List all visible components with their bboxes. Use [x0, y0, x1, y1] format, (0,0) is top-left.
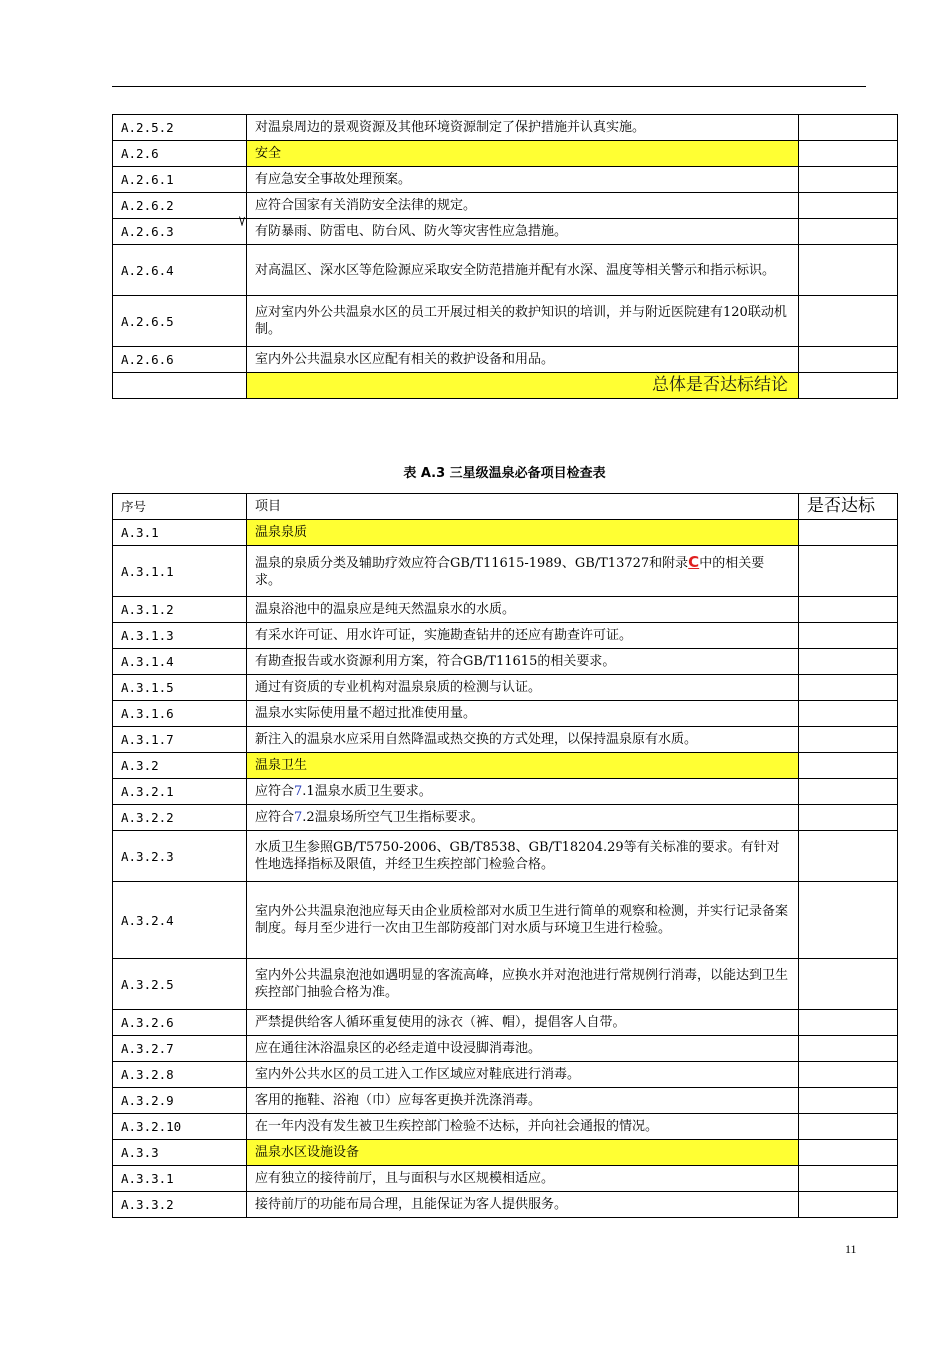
- row-item: 室内外公共水区的员工进入工作区域应对鞋底进行消毒。: [247, 1062, 799, 1088]
- row-item: 温泉泉质: [247, 520, 799, 546]
- row-code: A.3.2.5: [113, 959, 247, 1010]
- table-row: [113, 882, 898, 959]
- row-code: A.3.2.7: [113, 1036, 247, 1062]
- verdict-label: 总体是否达标结论: [247, 373, 799, 399]
- table-a2-body: [113, 115, 898, 399]
- row-item: 室内外公共温泉泡池应每天由企业质检部对水质卫生进行简单的观察和检测，并实行记录备案制度。每月至少进行一次由卫生部防疫部门对水质与环境卫生进行检验。: [247, 882, 799, 959]
- row-item: 室内外公共温泉泡池如遇明显的客流高峰，应换水并对泡池进行常规例行消毒，以能达到卫生疾控部门抽验合格为准。: [247, 959, 799, 1010]
- table-row: [113, 245, 898, 296]
- row-code: A.3.1.5: [113, 675, 247, 701]
- table-row: [113, 1166, 898, 1192]
- row-compliance-cell: [799, 779, 898, 805]
- row-code: A.2.6.2: [113, 193, 247, 219]
- row-item: 严禁提供给客人循环重复使用的泳衣（裤、帽），提倡客人自带。: [247, 1010, 799, 1036]
- item-text: 应符合: [255, 784, 295, 799]
- row-item: 有应急安全事故处理预案。: [247, 167, 799, 193]
- table-row: [113, 753, 898, 779]
- row-compliance-cell: [799, 1010, 898, 1036]
- row-item: 对温泉周边的景观资源及其他环境资源制定了保护措施并认真实施。: [247, 115, 799, 141]
- verdict-row: [113, 373, 898, 399]
- row-compliance-cell: [799, 546, 898, 597]
- table-row: [113, 347, 898, 373]
- row-item: 应符合国家有关消防安全法律的规定。: [247, 193, 799, 219]
- row-compliance-cell: [799, 1140, 898, 1166]
- row-code: A.3.1.2: [113, 597, 247, 623]
- row-compliance-cell: [799, 1036, 898, 1062]
- row-compliance-cell: [799, 193, 898, 219]
- item-text: 中的相关要求。: [255, 555, 765, 588]
- table-row: [113, 805, 898, 831]
- table-header-row: [113, 494, 898, 520]
- row-item: 有勘查报告或水资源利用方案，符合GB/T11615的相关要求。: [247, 649, 799, 675]
- row-compliance-cell: [799, 701, 898, 727]
- row-compliance-cell: [799, 805, 898, 831]
- row-compliance-cell: [799, 623, 898, 649]
- item-text: 温泉的泉质分类及辅助疗效应符合GB/T11615-1989、GB/T13727和附录: [255, 555, 689, 571]
- row-compliance-cell: [799, 1088, 898, 1114]
- header-mark: 是否达标: [799, 494, 898, 520]
- table-row: [113, 193, 898, 219]
- row-code: A.3.2.3: [113, 831, 247, 882]
- table-row: [113, 649, 898, 675]
- row-item: 新注入的温泉水应采用自然降温或热交换的方式处理，以保持温泉原有水质。: [247, 727, 799, 753]
- table-row: [113, 1010, 898, 1036]
- row-item: 应在通往沐浴温泉区的必经走道中设浸脚消毒池。: [247, 1036, 799, 1062]
- row-item: 温泉水实际使用量不超过批准使用量。: [247, 701, 799, 727]
- table-row: [113, 1192, 898, 1218]
- table-row: [113, 727, 898, 753]
- row-compliance-cell: [799, 1166, 898, 1192]
- row-item: 温泉水区设施设备: [247, 1140, 799, 1166]
- row-code: A.3.1.3: [113, 623, 247, 649]
- header-code: 序号: [113, 494, 247, 520]
- row-compliance-cell: [799, 115, 898, 141]
- row-code: A.2.6.5: [113, 296, 247, 347]
- table-row: [113, 959, 898, 1010]
- row-item: 应有独立的接待前厅，且与面积与水区规模相适应。: [247, 1166, 799, 1192]
- row-item: 接待前厅的功能布局合理，且能保证为客人提供服务。: [247, 1192, 799, 1218]
- stray-tick-mark: [239, 216, 245, 226]
- row-code: A.3.1: [113, 520, 247, 546]
- row-compliance-cell: [799, 959, 898, 1010]
- header-rule: [112, 86, 866, 87]
- row-code: A.3.2.1: [113, 779, 247, 805]
- header-item: 项目: [247, 494, 799, 520]
- row-compliance-cell: [799, 882, 898, 959]
- table-row: [113, 1036, 898, 1062]
- row-item: 客用的拖鞋、浴袍（巾）应每客更换并洗涤消毒。: [247, 1088, 799, 1114]
- row-compliance-cell: [799, 727, 898, 753]
- row-code: A.3.2.9: [113, 1088, 247, 1114]
- clause-reference: 7: [294, 810, 303, 825]
- table-row: [113, 701, 898, 727]
- table-row: [113, 675, 898, 701]
- row-code: A.2.6.4: [113, 245, 247, 296]
- table-row: [113, 779, 898, 805]
- table-row: [113, 831, 898, 882]
- row-item: 温泉浴池中的温泉应是纯天然温泉水的水质。: [247, 597, 799, 623]
- row-compliance-cell: [799, 597, 898, 623]
- row-code: A.3.3.2: [113, 1192, 247, 1218]
- row-item: 通过有资质的专业机构对温泉泉质的检测与认证。: [247, 675, 799, 701]
- checklist-table-a3: [112, 493, 898, 1218]
- row-item: 在一年内没有发生被卫生疾控部门检验不达标，并向社会通报的情况。: [247, 1114, 799, 1140]
- clause-reference: 7: [294, 784, 303, 799]
- verdict-code-cell: [113, 373, 247, 399]
- row-code: A.2.6.3: [113, 219, 247, 245]
- row-item: 水质卫生参照GB/T5750-2006、GB/T8538、GB/T18204.29等有关标准的要求。有针对性地选择指标及限值，并经卫生疾控部门检验合格。: [247, 831, 799, 882]
- item-text: .1温泉水质卫生要求。: [302, 784, 432, 799]
- row-item: 有采水许可证、用水许可证，实施勘查钻井的还应有勘查许可证。: [247, 623, 799, 649]
- row-code: A.3.1.1: [113, 546, 247, 597]
- row-compliance-cell: [799, 649, 898, 675]
- row-code: A.3.2.8: [113, 1062, 247, 1088]
- clause-reference: C: [688, 552, 700, 571]
- row-code: A.3.2: [113, 753, 247, 779]
- row-item: 安全: [247, 141, 799, 167]
- row-compliance-cell: [799, 245, 898, 296]
- row-compliance-cell: [799, 1114, 898, 1140]
- table-row: [113, 296, 898, 347]
- table-row: [113, 597, 898, 623]
- table-row: [113, 1088, 898, 1114]
- row-compliance-cell: [799, 520, 898, 546]
- row-compliance-cell: [799, 141, 898, 167]
- row-item: 有防暴雨、防雷电、防台风、防火等灾害性应急措施。: [247, 219, 799, 245]
- table-row: [113, 115, 898, 141]
- table-row: [113, 623, 898, 649]
- verdict-mark-cell: [799, 373, 898, 399]
- row-item: [247, 805, 799, 831]
- row-item: 温泉卫生: [247, 753, 799, 779]
- row-code: A.3.2.2: [113, 805, 247, 831]
- row-compliance-cell: [799, 675, 898, 701]
- row-code: A.3.3: [113, 1140, 247, 1166]
- row-item: [247, 546, 799, 597]
- table-row: [113, 167, 898, 193]
- table-row: [113, 1062, 898, 1088]
- table-caption: 表 A.3 三星级温泉必备项目检查表: [403, 466, 606, 481]
- row-code: A.3.2.4: [113, 882, 247, 959]
- row-code: A.3.1.7: [113, 727, 247, 753]
- row-compliance-cell: [799, 753, 898, 779]
- item-text: .2温泉场所空气卫生指标要求。: [302, 810, 484, 825]
- table-a3-body: [113, 520, 898, 1218]
- table-row: [113, 219, 898, 245]
- item-text: 应符合: [255, 810, 295, 825]
- row-code: A.3.2.10: [113, 1114, 247, 1140]
- row-compliance-cell: [799, 831, 898, 882]
- table-row: [113, 520, 898, 546]
- row-code: A.2.6.6: [113, 347, 247, 373]
- row-item: 对高温区、深水区等危险源应采取安全防范措施并配有水深、温度等相关警示和指示标识。: [247, 245, 799, 296]
- row-code: A.3.2.6: [113, 1010, 247, 1036]
- row-code: A.3.1.4: [113, 649, 247, 675]
- page-number: 11: [845, 1242, 857, 1256]
- table-row: [113, 1114, 898, 1140]
- row-compliance-cell: [799, 296, 898, 347]
- row-code: A.2.6.1: [113, 167, 247, 193]
- checklist-table-a2: [112, 114, 898, 399]
- row-compliance-cell: [799, 347, 898, 373]
- row-item: 室内外公共温泉水区应配有相关的救护设备和用品。: [247, 347, 799, 373]
- row-code: A.3.3.1: [113, 1166, 247, 1192]
- table-row: [113, 141, 898, 167]
- row-item: [247, 779, 799, 805]
- row-item: 应对室内外公共温泉水区的员工开展过相关的救护知识的培训，并与附近医院建有120联动机制。: [247, 296, 799, 347]
- row-compliance-cell: [799, 167, 898, 193]
- row-compliance-cell: [799, 1062, 898, 1088]
- row-compliance-cell: [799, 219, 898, 245]
- row-code: A.3.1.6: [113, 701, 247, 727]
- row-code: A.2.6: [113, 141, 247, 167]
- table-row: [113, 1140, 898, 1166]
- table-row: [113, 546, 898, 597]
- row-code: A.2.5.2: [113, 115, 247, 141]
- row-compliance-cell: [799, 1192, 898, 1218]
